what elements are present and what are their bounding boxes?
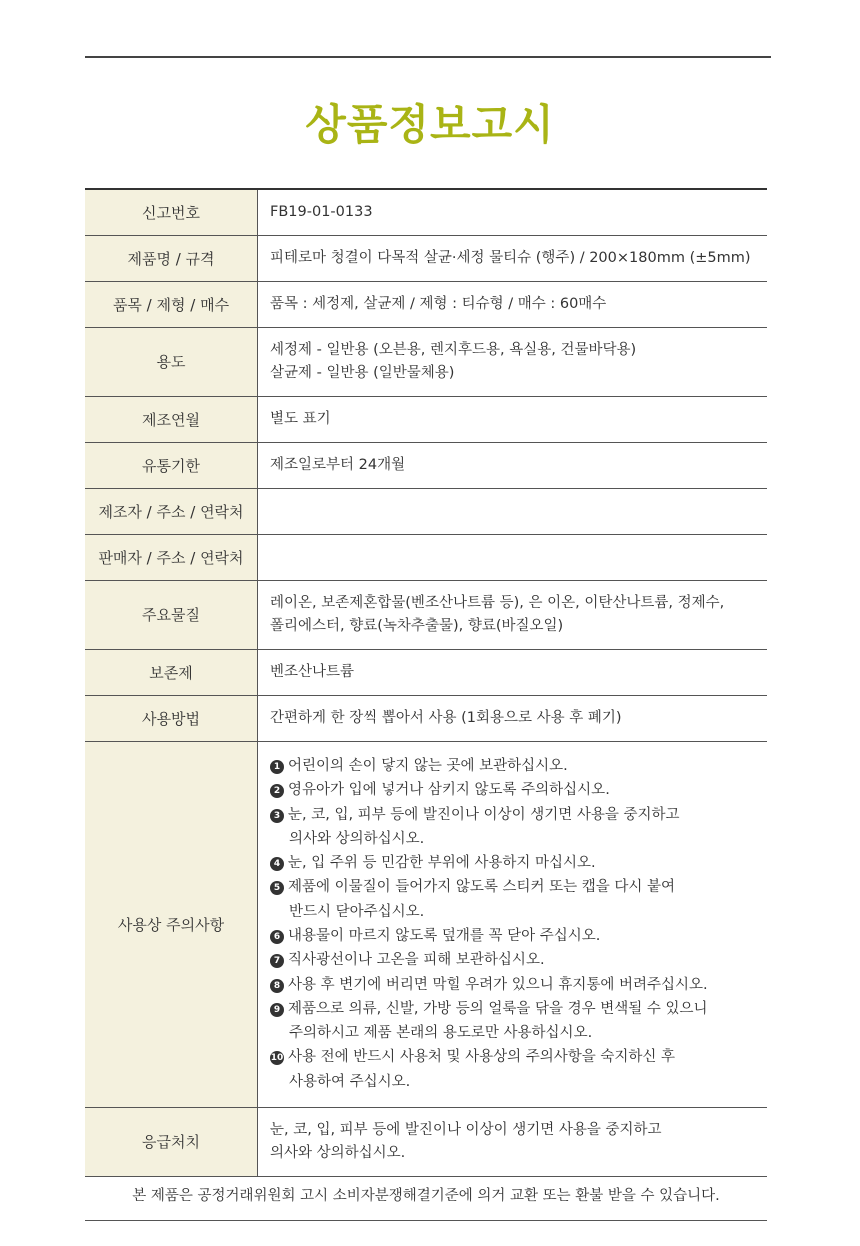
caution-list xyxy=(270,754,767,1094)
caution-text-continued: 의사와 상의하십시오. xyxy=(289,830,425,847)
table-row xyxy=(85,327,767,396)
row-label: 판매자 / 주소 / 연락처 xyxy=(85,534,258,580)
table-row xyxy=(85,741,767,1107)
number-badge: 3 xyxy=(270,809,284,823)
table-row xyxy=(85,281,767,327)
number-badge: 4 xyxy=(270,857,284,871)
caution-text: 어린이의 손이 닿지 않는 곳에 보관하십시오. xyxy=(288,757,568,774)
row-label: 품목 / 제형 / 매수 xyxy=(85,281,258,327)
page-title: 상품정보고시 xyxy=(305,100,555,149)
row-label: 제품명 / 규격 xyxy=(85,235,258,281)
number-badge: 6 xyxy=(270,930,284,944)
table-row xyxy=(85,649,767,695)
product-info-table xyxy=(85,188,767,1177)
caution-item xyxy=(270,851,767,875)
caution-item xyxy=(270,803,767,852)
row-label: 보존제 xyxy=(85,649,258,695)
value-line: 레이온, 보존제혼합물(벤조산나트륨 등), 은 이온, 이탄산나트륨, 정제수, xyxy=(270,594,725,611)
caution-text: 영유아가 입에 넣거나 삼키지 않도록 주의하십시오. xyxy=(288,782,610,799)
number-badge: 8 xyxy=(270,979,284,993)
row-label: 제조연월 xyxy=(85,396,258,442)
caution-text: 사용 전에 반드시 사용처 및 사용상의 주의사항을 숙지하신 후 xyxy=(288,1049,676,1066)
top-divider xyxy=(85,56,771,58)
caution-text: 사용 후 변기에 버리면 막힐 우려가 있으니 휴지통에 버려주십시오. xyxy=(288,976,708,993)
row-value: 간편하게 한 장씩 뽑아서 사용 (1회용으로 사용 후 폐기) xyxy=(258,695,768,741)
caution-item xyxy=(270,924,767,948)
row-label: 용도 xyxy=(85,327,258,396)
value-line: 세정제 - 일반용 (오븐용, 렌지후드용, 욕실용, 건물바닥용) xyxy=(270,341,637,358)
value-line: 살균제 - 일반용 (일반물체용) xyxy=(270,364,455,381)
row-value: FB19-01-0133 xyxy=(258,189,768,235)
number-badge: 5 xyxy=(270,881,284,895)
caution-text-continued: 사용하여 주십시오. xyxy=(289,1073,411,1090)
table-row xyxy=(85,1107,767,1176)
row-label: 사용상 주의사항 xyxy=(85,741,258,1107)
value-line: 눈, 코, 입, 피부 등에 발진이나 이상이 생기면 사용을 중지하고 xyxy=(270,1121,662,1138)
caution-item xyxy=(270,997,767,1046)
number-badge: 9 xyxy=(270,1003,284,1017)
row-value xyxy=(258,488,768,534)
row-value xyxy=(258,1107,768,1176)
table-row xyxy=(85,189,767,235)
bottom-divider xyxy=(85,1220,767,1221)
caution-item xyxy=(270,973,767,997)
table-row xyxy=(85,580,767,649)
caution-item xyxy=(270,875,767,924)
caution-text-continued: 주의하시고 제품 본래의 용도로만 사용하십시오. xyxy=(289,1025,593,1042)
caution-text: 직사광선이나 고온을 피해 보관하십시오. xyxy=(288,952,545,969)
caution-text-continued: 반드시 닫아주십시오. xyxy=(289,903,425,920)
row-value: 벤조산나트륨 xyxy=(258,649,768,695)
row-value: 품목 : 세정제, 살균제 / 제형 : 티슈형 / 매수 : 60매수 xyxy=(258,281,768,327)
number-badge: 2 xyxy=(270,784,284,798)
table-row xyxy=(85,235,767,281)
table-row xyxy=(85,488,767,534)
value-line: 폴리에스터, 향료(녹차추출물), 향료(바질오일) xyxy=(270,617,564,634)
row-label: 응급처치 xyxy=(85,1107,258,1176)
row-label: 주요물질 xyxy=(85,580,258,649)
caution-text: 제품에 이물질이 들어가지 않도록 스티커 또는 캡을 다시 붙여 xyxy=(288,879,676,896)
row-value xyxy=(258,741,768,1107)
caution-item xyxy=(270,948,767,972)
row-label: 신고번호 xyxy=(85,189,258,235)
row-label: 사용방법 xyxy=(85,695,258,741)
caution-item xyxy=(270,1045,767,1094)
row-value: 별도 표기 xyxy=(258,396,768,442)
row-value xyxy=(258,534,768,580)
row-value xyxy=(258,580,768,649)
row-value xyxy=(258,327,768,396)
footer-notice: 본 제품은 공정거래위원회 고시 소비자분쟁해결기준에 의거 교환 또는 환불 받을 수 있습니다. xyxy=(132,1188,720,1204)
table-row xyxy=(85,396,767,442)
caution-item xyxy=(270,778,767,802)
row-label: 유통기한 xyxy=(85,442,258,488)
caution-text: 내용물이 마르지 않도록 덮개를 꼭 닫아 주십시오. xyxy=(288,928,601,944)
row-label: 제조자 / 주소 / 연락처 xyxy=(85,488,258,534)
value-line: 의사와 상의하십시오. xyxy=(270,1144,406,1161)
number-badge: 1 xyxy=(270,760,284,774)
table-row xyxy=(85,442,767,488)
row-value: 제조일로부터 24개월 xyxy=(258,442,768,488)
caution-text: 제품으로 의류, 신발, 가방 등의 얼룩을 닦을 경우 변색될 수 있으니 xyxy=(288,1000,708,1017)
number-badge: 7 xyxy=(270,954,284,968)
number-badge: 10 xyxy=(270,1053,284,1064)
table-row xyxy=(85,695,767,741)
caution-text: 눈, 코, 입, 피부 등에 발진이나 이상이 생기면 사용을 중지하고 xyxy=(288,806,680,823)
table-row xyxy=(85,534,767,580)
caution-text: 눈, 입 주위 등 민감한 부위에 사용하지 마십시오. xyxy=(288,855,596,872)
caution-item xyxy=(270,754,767,778)
row-value: 피테로마 청결이 다목적 살균·세정 물티슈 (행주) / 200×180mm (±5mm) xyxy=(258,235,768,281)
